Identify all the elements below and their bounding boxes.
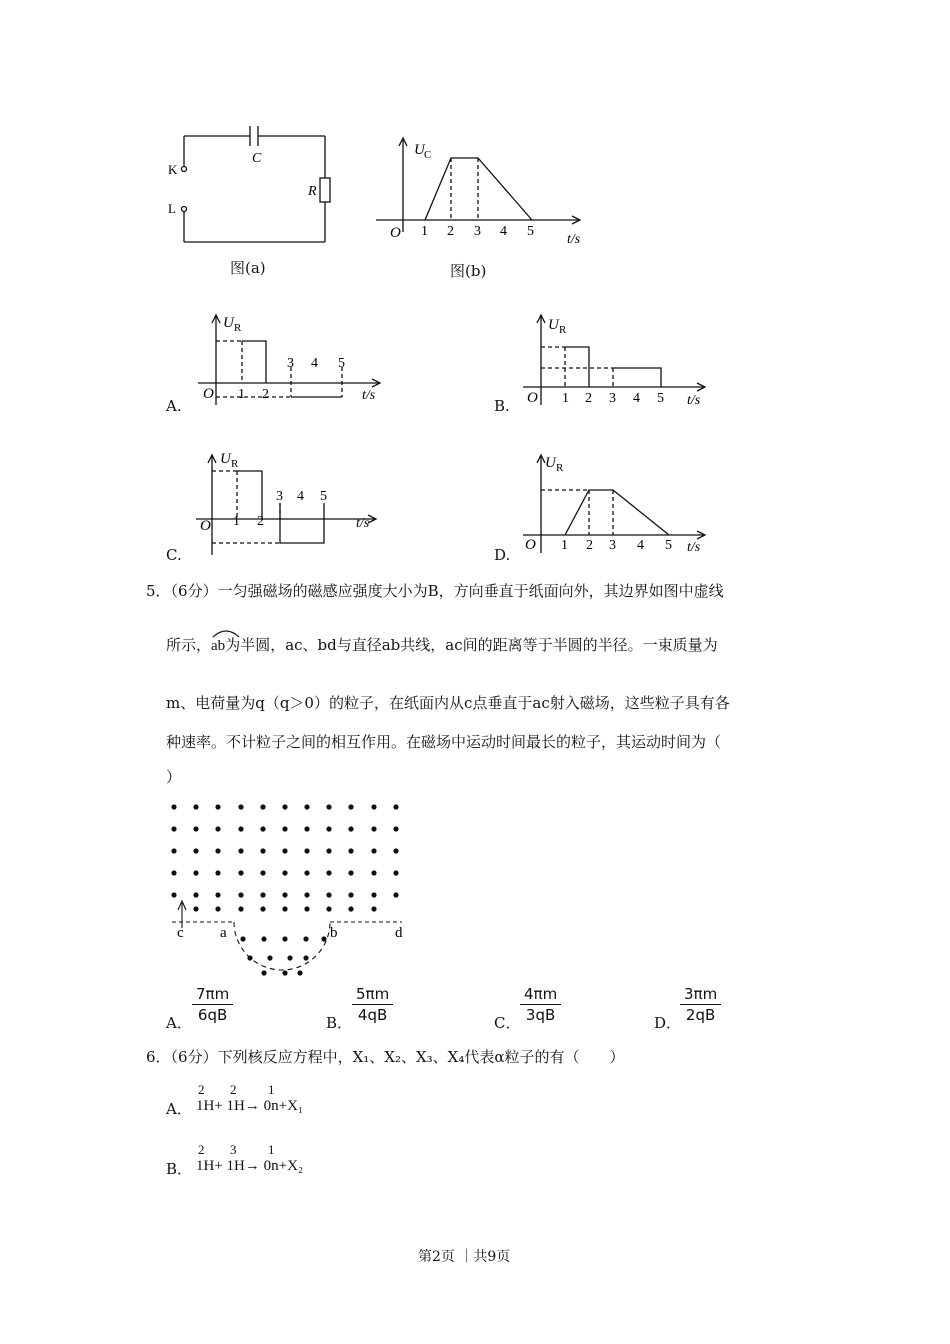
field-dot: [326, 804, 331, 809]
field-dot: [260, 892, 265, 897]
q5-score: （6分）: [170, 582, 218, 600]
field-dot: [193, 906, 198, 911]
svg-text:O: O: [200, 518, 211, 534]
label-C: C: [252, 151, 262, 166]
field-dot: [261, 970, 266, 975]
field-dot: [171, 870, 176, 875]
svg-text:3: 3: [287, 356, 294, 371]
caption-fig-a: 图(a): [230, 259, 266, 277]
svg-text:t/s: t/s: [362, 388, 376, 403]
svg-text:U: U: [545, 455, 556, 471]
field-dot: [348, 826, 353, 831]
field-dot: [282, 848, 287, 853]
caption-fig-b: 图(b): [450, 262, 487, 280]
field-dot: [260, 826, 265, 831]
q5-line1: [146, 584, 724, 599]
svg-text:3: 3: [276, 489, 283, 504]
arc-ab-label: ab: [211, 638, 225, 654]
field-dot: [371, 826, 376, 831]
page-footer: 第2页 ｜共9页: [418, 1249, 511, 1265]
field-dot: [326, 870, 331, 875]
svg-text:U: U: [548, 317, 559, 333]
field-dot: [303, 936, 308, 941]
q5-number: 5．: [146, 582, 171, 600]
svg-text:2: 2: [447, 224, 454, 239]
svg-text:1: 1: [233, 514, 240, 529]
field-dot: [303, 955, 308, 960]
q6-option-b-letter: B．: [166, 1160, 193, 1178]
svg-text:1: 1: [238, 387, 245, 402]
svg-text:R: R: [556, 462, 564, 474]
q5-option-d-letter: D．: [654, 1014, 682, 1032]
svg-text:R: R: [231, 458, 239, 470]
field-dot: [326, 826, 331, 831]
field-dot: [304, 906, 309, 911]
q6-text: 下列核反应方程中，X₁、X₂、X₃、X₄代表α粒子的有（ ）: [217, 1048, 625, 1066]
field-dot: [193, 826, 198, 831]
field-dot: [193, 848, 198, 853]
field-dot: [326, 848, 331, 853]
svg-text:c: c: [177, 925, 184, 941]
field-dot: [348, 848, 353, 853]
field-dot: [371, 906, 376, 911]
field-dot: [193, 892, 198, 897]
svg-text:1: 1: [561, 538, 568, 553]
field-dot: [171, 804, 176, 809]
svg-text:4: 4: [297, 489, 304, 504]
field-dot: [393, 892, 398, 897]
field-dot: [371, 848, 376, 853]
svg-text:t/s: t/s: [687, 540, 701, 555]
field-dot: [326, 906, 331, 911]
field-dot: [282, 870, 287, 875]
label-L: L: [168, 201, 176, 216]
svg-text:5: 5: [320, 489, 327, 504]
svg-text:U: U: [220, 451, 231, 467]
field-dot: [171, 892, 176, 897]
q5-line5: ）: [166, 768, 182, 786]
circuit-figure-a: [160, 120, 340, 250]
field-dot: [171, 848, 176, 853]
field-dot: [260, 804, 265, 809]
field-dot: [348, 906, 353, 911]
svg-text:5: 5: [657, 391, 664, 406]
svg-text:b: b: [330, 925, 338, 941]
svg-text:t/s: t/s: [356, 516, 370, 531]
field-dot: [282, 936, 287, 941]
field-dot: [238, 848, 243, 853]
q6-option-a-letter: A．: [166, 1100, 192, 1118]
field-dot: [238, 892, 243, 897]
svg-text:3: 3: [609, 391, 616, 406]
field-dot: [193, 870, 198, 875]
q5-line4: 种速率。不计粒子之间的相互作用。在磁场中运动时间最长的粒子，其运动时间为（: [166, 733, 722, 751]
svg-text:2: 2: [262, 387, 269, 402]
field-dot: [326, 892, 331, 897]
svg-text:O: O: [525, 537, 536, 553]
q6-line1: [146, 1050, 625, 1065]
ur-graph-option-c: [190, 445, 390, 555]
q6-number: 6．: [146, 1048, 171, 1066]
q5-text-2a: 所示，: [166, 636, 212, 654]
field-dot: [215, 906, 220, 911]
ur-graph-option-b: [515, 305, 715, 410]
svg-text:O: O: [527, 390, 538, 406]
q5-option-c-letter: C．: [494, 1014, 521, 1032]
q5-text-1: 一匀强磁场的磁感应强度大小为B，方向垂直于纸面向外，其边界如图中虚线: [217, 582, 724, 600]
q5-option-c-fraction: 4πm 3qB: [520, 985, 561, 1024]
field-dot: [304, 804, 309, 809]
field-dot: [371, 870, 376, 875]
q5-option-a-fraction: 7πm 6qB: [192, 985, 233, 1024]
svg-text:3: 3: [609, 538, 616, 553]
field-dot: [304, 826, 309, 831]
field-dot: [348, 804, 353, 809]
q6-option-b-equation: 2 3 1 1H+ 1H→ 0n+X₂: [196, 1142, 304, 1174]
field-dot: [371, 892, 376, 897]
svg-text:1: 1: [562, 391, 569, 406]
svg-text:t/s: t/s: [687, 393, 701, 408]
svg-text:t/s: t/s: [567, 232, 581, 245]
svg-text:4: 4: [637, 538, 644, 553]
field-dot: [240, 936, 245, 941]
label-R: R: [308, 184, 317, 199]
q5-line2: [166, 638, 718, 654]
option-b-label: B.: [494, 397, 510, 415]
field-dot: [321, 936, 326, 941]
q6-option-a-equation: 2 2 1 1H+ 1H→ 0n+X₁: [196, 1082, 304, 1114]
field-dot: [304, 848, 309, 853]
svg-text:d: d: [395, 925, 403, 941]
svg-text:4: 4: [311, 356, 318, 371]
option-c-label: C.: [166, 546, 182, 564]
svg-text:2: 2: [257, 514, 264, 529]
field-dot: [393, 848, 398, 853]
svg-text:R: R: [559, 324, 567, 336]
field-dot: [260, 848, 265, 853]
field-dot: [215, 804, 220, 809]
field-dot: [393, 826, 398, 831]
label-K: K: [168, 162, 178, 177]
svg-text:4: 4: [500, 224, 507, 239]
field-dot: [171, 826, 176, 831]
option-d-label: D.: [494, 546, 511, 564]
field-dot: [304, 870, 309, 875]
svg-text:2: 2: [586, 538, 593, 553]
field-dot: [260, 870, 265, 875]
svg-text:5: 5: [665, 538, 672, 553]
svg-text:a: a: [220, 925, 227, 941]
svg-text:4: 4: [633, 391, 640, 406]
field-dot: [215, 826, 220, 831]
field-dot: [282, 892, 287, 897]
field-dot: [282, 804, 287, 809]
field-dot: [261, 936, 266, 941]
svg-text:O: O: [203, 386, 214, 402]
svg-text:5: 5: [338, 356, 345, 371]
field-dot: [267, 955, 272, 960]
svg-text:C: C: [424, 149, 432, 161]
option-a-label: A.: [166, 397, 182, 415]
svg-text:5: 5: [527, 224, 534, 239]
svg-text:U: U: [223, 315, 234, 331]
q5-option-b-letter: B．: [326, 1014, 353, 1032]
svg-text:1: 1: [421, 224, 428, 239]
svg-text:2: 2: [585, 391, 592, 406]
field-dot: [238, 906, 243, 911]
field-dot: [282, 826, 287, 831]
field-dot: [348, 870, 353, 875]
field-dot: [393, 870, 398, 875]
q5-option-a-letter: A．: [166, 1014, 192, 1032]
field-dot: [238, 804, 243, 809]
field-dot: [215, 848, 220, 853]
svg-text:U: U: [414, 142, 425, 158]
field-dot: [238, 870, 243, 875]
field-dot: [215, 892, 220, 897]
q5-text-2b: 为半圆，ac、bd与直径ab共线，ac间的距离等于半圆的半径。一束质量为: [225, 636, 718, 654]
q5-option-b-fraction: 5πm 4qB: [352, 985, 393, 1024]
field-dot: [215, 870, 220, 875]
svg-text:O: O: [390, 225, 401, 241]
q5-option-d-fraction: 3πm 2qB: [680, 985, 721, 1024]
field-dot: [297, 970, 302, 975]
q6-score: （6分）: [170, 1048, 218, 1066]
field-dot: [260, 906, 265, 911]
field-dot: [193, 804, 198, 809]
ur-graph-option-d: [515, 445, 715, 555]
field-dot: [393, 804, 398, 809]
field-dot: [282, 970, 287, 975]
svg-text:R: R: [234, 322, 242, 334]
field-dot: [282, 906, 287, 911]
field-dot: [371, 804, 376, 809]
ur-graph-option-a: [190, 305, 390, 410]
field-dot: [348, 892, 353, 897]
field-dot: [304, 892, 309, 897]
uc-graph-figure-b: [370, 130, 595, 245]
q5-line3: m、电荷量为q（q＞0）的粒子，在纸面内从c点垂直于ac射入磁场，这些粒子具有各: [166, 694, 730, 712]
field-dot: [287, 955, 292, 960]
magnetic-field-figure: [160, 795, 420, 980]
field-dot: [238, 826, 243, 831]
svg-text:3: 3: [474, 224, 481, 239]
